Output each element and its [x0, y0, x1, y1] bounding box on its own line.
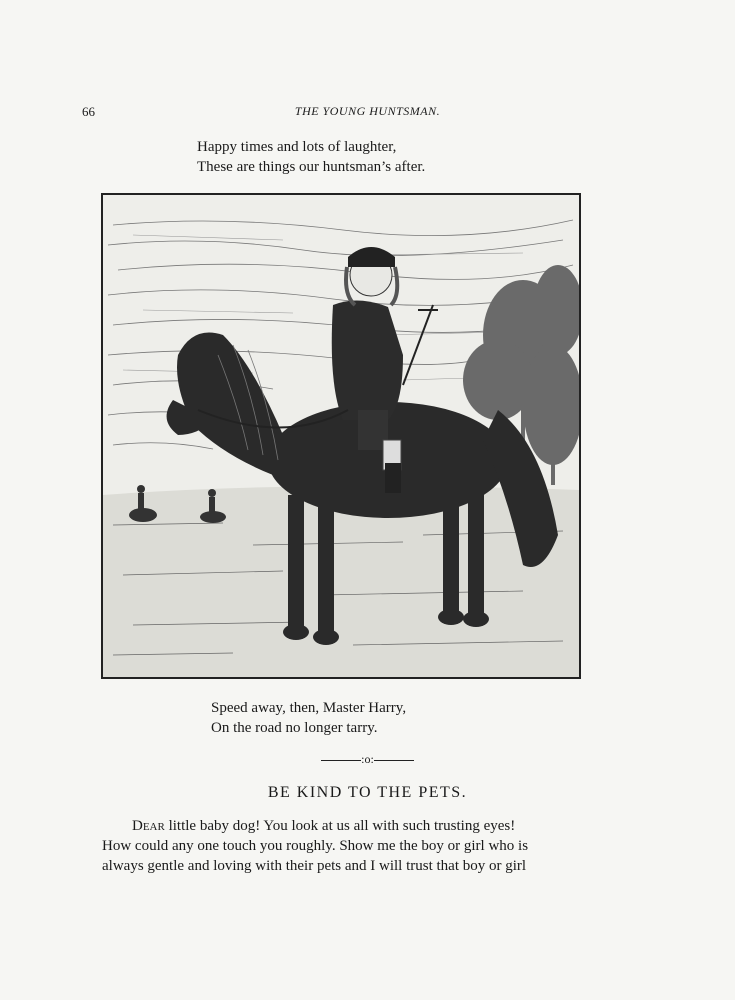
paragraph-line: always gentle and loving with their pets and I will trust that boy or girl [102, 858, 527, 874]
opening-word: Dear [132, 818, 165, 834]
verse-top [197, 137, 425, 177]
engraving-illustration [101, 193, 581, 679]
paragraph-line [102, 816, 610, 836]
verse-line: Speed away, then, Master Harry, [211, 700, 407, 716]
divider-ornament: :o: [361, 752, 374, 766]
paragraph-line-text: little baby dog! You look at us all with such trusting eyes! [164, 818, 516, 834]
paragraph-line: How could any one touch you roughly. Show me the boy or girl who is [102, 838, 529, 854]
divider-rule [321, 760, 361, 761]
body-paragraph [102, 816, 610, 876]
section-title: BE KIND TO THE PETS. [267, 784, 468, 801]
verse-line: On the road no longer tarry. [211, 720, 378, 736]
running-head: THE YOUNG HUNTSMAN. [294, 104, 441, 118]
verse-line: Happy times and lots of laughter, [197, 139, 397, 155]
verse-bottom [211, 698, 406, 738]
divider-rule [374, 760, 414, 761]
page-number: 66 [82, 104, 95, 119]
section-divider [0, 752, 735, 767]
verse-line: These are things our huntsman’s after. [197, 159, 426, 175]
